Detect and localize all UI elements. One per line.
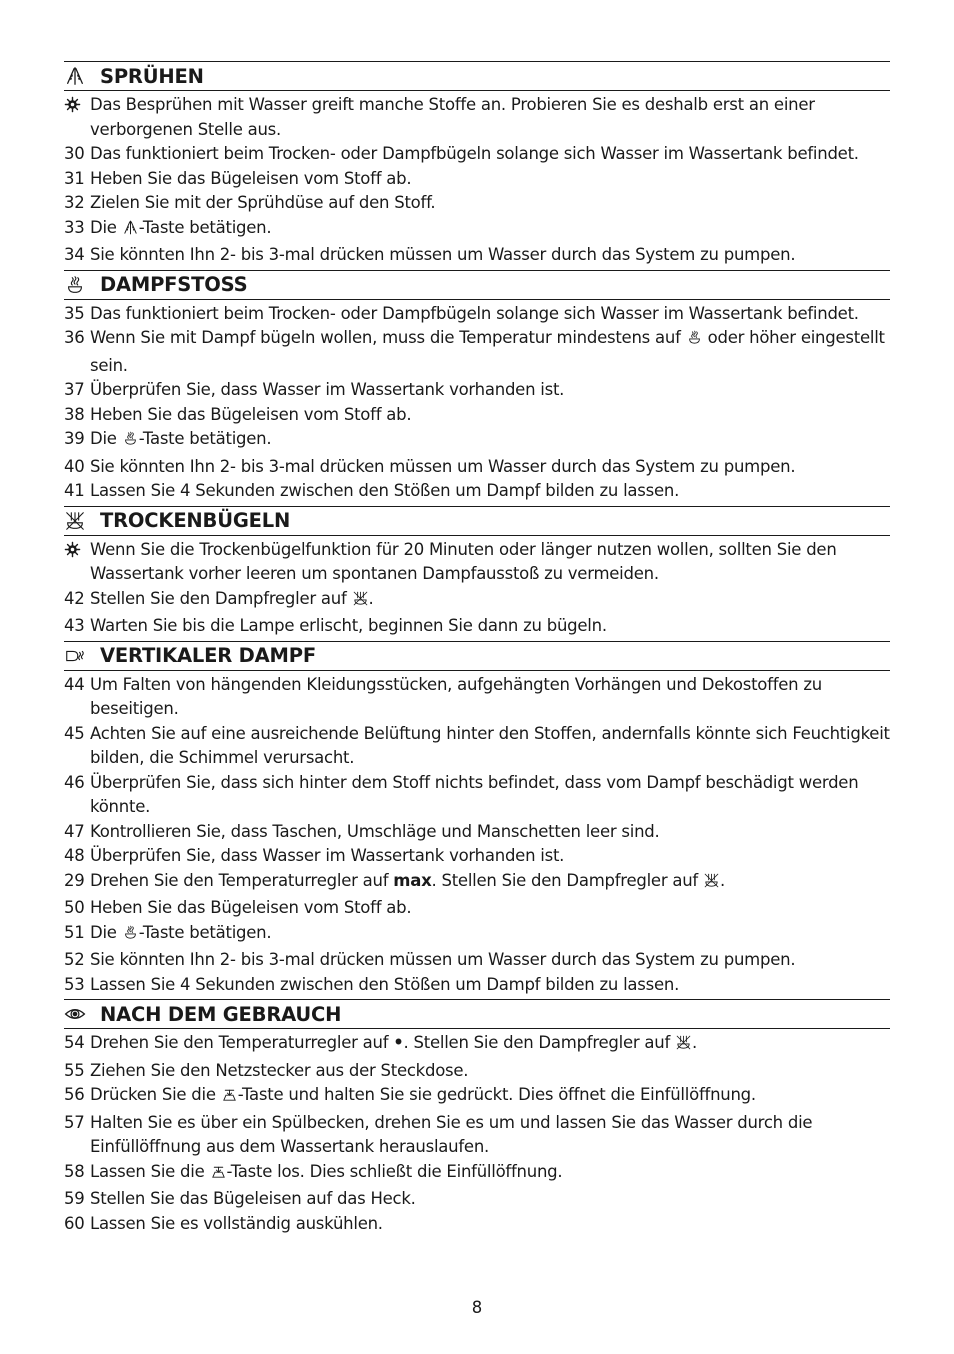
instruction-step [64,820,890,845]
step-text-content: Kontrollieren Sie, dass Taschen, Umschläge und Manschetten leer sind. [90,821,660,841]
step-text-content: Heben Sie das Bügeleisen vom Stoff ab. [90,898,412,917]
instruction-step [64,722,890,771]
step-number: 34 [64,245,85,264]
step-text-content: Warten Sie bis die Lampe erlischt, beginnen Sie dann zu bügeln. [90,616,607,635]
fill-lid-icon [210,1163,227,1188]
step-text [90,1212,890,1237]
dry-iron-icon [352,590,369,615]
steam-burst-icon [122,924,139,949]
step-text [90,1111,890,1160]
step-number: 60 [64,1213,85,1233]
step-text-content: Heben Sie das Bügeleisen vom Stoff ab. [90,404,412,424]
step-text [90,455,890,480]
step-number: 59 [64,1189,85,1208]
step-number: 44 [64,674,85,694]
step-number: 43 [64,616,85,635]
section-header [64,61,890,91]
step-text-content: Lassen Sie 4 Sekunden zwischen den Stößen um Dampf bilden zu lassen. [90,481,680,500]
step-number: 50 [64,898,85,917]
section-header [64,641,890,671]
step-number: 57 [64,1112,85,1132]
step-number: 32 [64,193,85,212]
instruction-step [64,1212,890,1237]
instruction-step [64,167,890,192]
instruction-step [64,191,890,216]
step-text-content: Überprüfen Sie, dass Wasser im Wassertank vorhanden ist. [90,380,565,399]
instruction-step [64,243,890,268]
step-text-start: Lassen Sie die [90,1161,210,1181]
instruction-list [64,93,890,268]
instruction-step [64,1083,890,1111]
step-text [90,820,890,845]
section-header [64,270,890,300]
step-number: 31 [64,168,85,188]
step-text [90,921,890,949]
step-text [90,302,890,327]
instruction-list [64,1031,890,1236]
step-text-content: Das Besprühen mit Wasser greift manche Stoffe an. Probieren Sie es deshalb erst an einer verborgenen Stelle aus. [90,95,815,139]
instruction-list [64,302,890,504]
instruction-step [64,1059,890,1084]
dry-iron-icon [675,1034,692,1059]
step-text [90,378,890,403]
instruction-step [64,921,890,949]
step-text [90,326,890,378]
step-text [90,93,890,142]
warning-star-icon [64,96,81,121]
step-text-end: oder höher eingestellt sein. [90,328,885,375]
instruction-list [64,538,890,639]
step-text-content: Halten Sie es über ein Spülbecken, drehen Sie es um und lassen Sie das Wasser durch die Einfüllöffnung aus dem Wassertank herauslaufen. [90,1112,813,1156]
section-title: DAMPFSTOSS [100,273,248,296]
eye-icon [62,1001,88,1027]
step-text-content: Um Falten von hängenden Kleidungsstücken, aufgehängten Vorhängen und Dekostoffen zu beseitigen. [90,674,822,718]
step-text [90,896,890,921]
warning-note [64,538,890,587]
step-text-content: Sie könnten Ihn 2- bis 3-mal drücken müssen um Wasser durch das System zu pumpen. [90,950,796,969]
step-number: 56 [64,1085,85,1104]
step-text-middle: . Stellen Sie den Dampfregler auf [431,870,703,890]
step-text-start: Die [90,429,122,448]
step-number [64,538,90,587]
step-number: 52 [64,950,85,969]
step-text [90,403,890,428]
step-text-end: -Taste und halten Sie sie gedrückt. Dies öffnet die Einfüllöffnung. [237,1085,756,1104]
step-text [90,427,890,455]
step-number: 58 [64,1161,85,1181]
instruction-step [64,142,890,167]
step-number: 46 [64,772,85,792]
steam-burst-icon [686,329,703,354]
step-number: 29 [64,870,85,890]
step-text-content: Ziehen Sie den Netzstecker aus der Steckdose. [90,1060,469,1080]
step-number: 37 [64,380,85,399]
step-text-content: Lassen Sie 4 Sekunden zwischen den Stößen um Dampf bilden zu lassen. [90,974,680,994]
fill-lid-icon [221,1086,238,1111]
step-text [90,243,890,268]
dry-iron-icon [703,872,720,897]
step-number: 48 [64,846,85,865]
instruction-step [64,1031,890,1059]
step-text-content: Sie könnten Ihn 2- bis 3-mal drücken müssen um Wasser durch das System zu pumpen. [90,245,796,264]
section-title: TROCKENBÜGELN [100,509,291,532]
step-text [90,722,890,771]
step-text-content: Heben Sie das Bügeleisen vom Stoff ab. [90,168,412,188]
instruction-step [64,673,890,722]
step-text-end: -Taste betätigen. [138,429,272,448]
section-title: NACH DEM GEBRAUCH [100,1002,342,1026]
step-text-content: Lassen Sie es vollständig auskühlen. [90,1213,383,1233]
instruction-step [64,1111,890,1160]
instruction-step [64,403,890,428]
section-title: SPRÜHEN [100,64,204,88]
step-text [90,479,890,504]
step-text [90,973,890,998]
step-number: 39 [64,429,85,448]
steam-burst-icon [62,272,88,298]
instruction-step [64,1187,890,1212]
instruction-step [64,587,890,615]
page-number: 8 [471,1298,483,1317]
step-text-content: Das funktioniert beim Trocken- oder Dampfbügeln solange sich Wasser im Wassertank befindet. [90,144,859,163]
step-number [64,93,90,142]
instruction-step [64,427,890,455]
instruction-step [64,948,890,973]
instruction-step [64,455,890,480]
instruction-step [64,896,890,921]
step-text [90,142,890,167]
step-number: 38 [64,404,85,424]
step-number: 36 [64,328,85,347]
step-text-start: Drücken Sie die [90,1085,221,1104]
step-number: 30 [64,144,85,163]
step-text [90,844,890,869]
section-header [64,999,890,1029]
section-header [64,506,890,536]
instruction-step [64,1160,890,1188]
step-text [90,167,890,192]
step-text-content: Achten Sie auf eine ausreichende Belüftung hinter den Stoffen, andernfalls könnte sich Feuchtigkeit bilden, die Schimmel verursacht. [90,723,890,767]
spray-icon [122,219,139,244]
step-text-start: Drehen Sie den Temperaturregler auf [90,870,394,890]
step-text-content: Sie könnten Ihn 2- bis 3-mal drücken müssen um Wasser durch das System zu pumpen. [90,456,796,476]
step-text-end: -Taste betätigen. [138,922,272,942]
instruction-step [64,614,890,639]
step-text-start: Die [90,217,122,237]
step-text-start: Stellen Sie den Dampfregler auf [90,588,352,608]
step-text [90,191,890,216]
instruction-step [64,216,890,244]
instruction-step [64,479,890,504]
step-text-end: -Taste los. Dies schließt die Einfüllöffnung. [226,1161,563,1181]
instruction-step [64,302,890,327]
step-number: 53 [64,974,85,994]
step-text-content: Stellen Sie das Bügeleisen auf das Heck. [90,1189,416,1208]
step-number: 35 [64,303,85,323]
step-number: 45 [64,723,85,743]
instruction-step [64,326,890,378]
spray-icon [62,63,88,89]
step-number: 55 [64,1060,85,1080]
step-number: 33 [64,217,85,237]
step-text-content: Überprüfen Sie, dass sich hinter dem Stoff nichts befindet, dass vom Dampf beschädigt werden könnte. [90,772,859,816]
step-text-end: . [368,588,374,608]
step-number: 40 [64,456,85,476]
step-number: 47 [64,821,85,841]
instruction-step [64,844,890,869]
step-text [90,869,890,897]
step-text-start: Die [90,922,122,942]
instruction-step [64,378,890,403]
instruction-step [64,869,890,897]
step-number: 51 [64,922,85,942]
section-title: VERTIKALER DAMPF [100,644,316,667]
step-text [90,1083,890,1111]
instruction-list [64,673,890,998]
step-text-content: Zielen Sie mit der Sprühdüse auf den Stoff. [90,193,436,212]
step-text-end: -Taste betätigen. [138,217,272,237]
step-text [90,1031,890,1059]
step-text [90,216,890,244]
step-text-end: . [692,1033,698,1052]
step-text [90,1160,890,1188]
setting-value: max [393,870,432,890]
instruction-step [64,771,890,820]
step-number: 42 [64,588,85,608]
step-text [90,948,890,973]
step-text-content: Wenn Sie die Trockenbügelfunktion für 20 Minuten oder länger nutzen wollen, sollten Sie den Wassertank vorher leeren um spontanen Dampfausstoß zu vermeiden. [90,539,837,583]
step-number: 41 [64,481,85,500]
dry-iron-icon [62,508,88,534]
step-text [90,673,890,722]
step-text [90,538,890,587]
step-text [90,587,890,615]
vertical-steam-icon [62,643,88,669]
step-text-content: Das funktioniert beim Trocken- oder Dampfbügeln solange sich Wasser im Wassertank befindet. [90,303,859,323]
instruction-step [64,973,890,998]
setting-value: • [393,1033,404,1052]
warning-note [64,93,890,142]
step-text [90,1059,890,1084]
step-text [90,614,890,639]
step-number: 54 [64,1033,85,1052]
manual-page [64,61,890,1238]
step-text-middle: . Stellen Sie den Dampfregler auf [403,1033,676,1052]
step-text-content: Überprüfen Sie, dass Wasser im Wassertank vorhanden ist. [90,846,565,865]
warning-star-icon [64,541,81,566]
step-text-start: Drehen Sie den Temperaturregler auf [90,1033,394,1052]
step-text [90,1187,890,1212]
step-text-end: . [719,870,725,890]
steam-burst-icon [122,430,139,455]
step-text-start: Wenn Sie mit Dampf bügeln wollen, muss die Temperatur mindestens auf [90,328,686,347]
step-text [90,771,890,820]
